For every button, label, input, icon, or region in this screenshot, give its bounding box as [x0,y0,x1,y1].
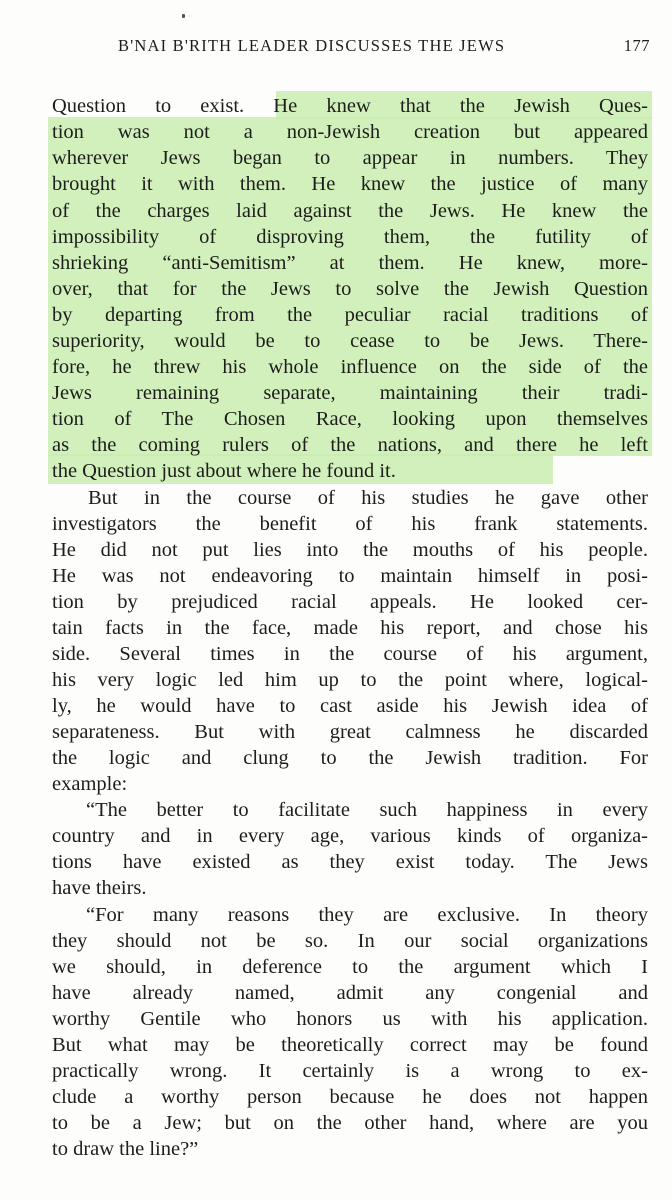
text-line: He was not endeavoring to maintain himself in posi- [52,565,648,587]
text-line: ly, he would have to cast aside his Jewish idea of [52,695,648,717]
text-line: the Question just about where he found it. [52,460,396,482]
text-line: side. Several times in the course of his argument, [52,643,648,665]
text-line: clude a worthy person because he does not happen [52,1086,648,1108]
text-line: over, that for the Jews to solve the Jewish Question [52,278,648,300]
text-line: impossibility of disproving them, the futility of [52,226,648,248]
text-line: we should, in deference to the argument which I [52,956,648,978]
text-line: fore, he threw his whole influence on the side of the [52,356,648,378]
text-line: investigators the benefit of his frank statements. [52,513,648,535]
text-line: separateness. But with great calmness he discarded [52,721,648,743]
text-line: tion of The Chosen Race, looking upon themselves [52,408,648,430]
text-line: to draw the line?” [52,1138,199,1160]
text-line: But in the course of his studies he gave other [88,487,648,509]
text-line: brought it with them. He knew the justice of many [52,173,648,195]
text-line: to be a Jew; but on the other hand, where are you [52,1112,648,1134]
text-line: “For many reasons they are exclusive. In theory [86,904,648,926]
text-line: shrieking “anti-Semitism” at them. He knew, more- [52,252,648,274]
text-line: have already named, admit any congenial and [52,982,648,1004]
text-line: practically wrong. It certainly is a wrong to ex- [52,1060,648,1082]
text-line: have theirs. [52,877,147,899]
text-line: tions have existed as they exist today. The Jews [52,851,648,873]
text-line: by departing from the peculiar racial traditions of [52,304,648,326]
text-line: Question to exist. He knew that the Jewish Ques- [52,95,648,117]
text-line: tion was not a non-Jewish creation but appeared [52,121,648,143]
running-head-title: B'NAI B'RITH LEADER DISCUSSES THE JEWS [118,36,506,55]
text-line: tain facts in the face, made his report, and chose his [52,617,648,639]
text-line: superiority, would be to cease to be Jews. There- [52,330,648,352]
text-line: tion by prejudiced racial appeals. He looked cer- [52,591,648,613]
text-line: example: [52,773,128,795]
page-number: 177 [623,36,650,55]
text-line: But what may be theoretically correct may be found [52,1034,648,1056]
text-line: they should not be so. In our social organizations [52,930,648,952]
text-line: country and in every age, various kinds of organiza- [52,825,648,847]
running-head [0,36,650,58]
text-line: He did not put lies into the mouths of his people. [52,539,648,561]
text-line: his very logic led him up to the point where, logical- [52,669,648,691]
text-line: Jews remaining separate, maintaining their tradi- [52,382,648,404]
text-line: worthy Gentile who honors us with his application. [52,1008,648,1030]
text-line: “The better to facilitate such happiness in every [86,799,648,821]
print-speck [182,14,185,18]
text-line: of the charges laid against the Jews. He knew the [52,200,648,222]
text-line: as the coming rulers of the nations, and there he left [52,434,648,456]
text-line: wherever Jews began to appear in numbers. They [52,147,648,169]
text-line: the logic and clung to the Jewish tradition. For [52,747,648,769]
